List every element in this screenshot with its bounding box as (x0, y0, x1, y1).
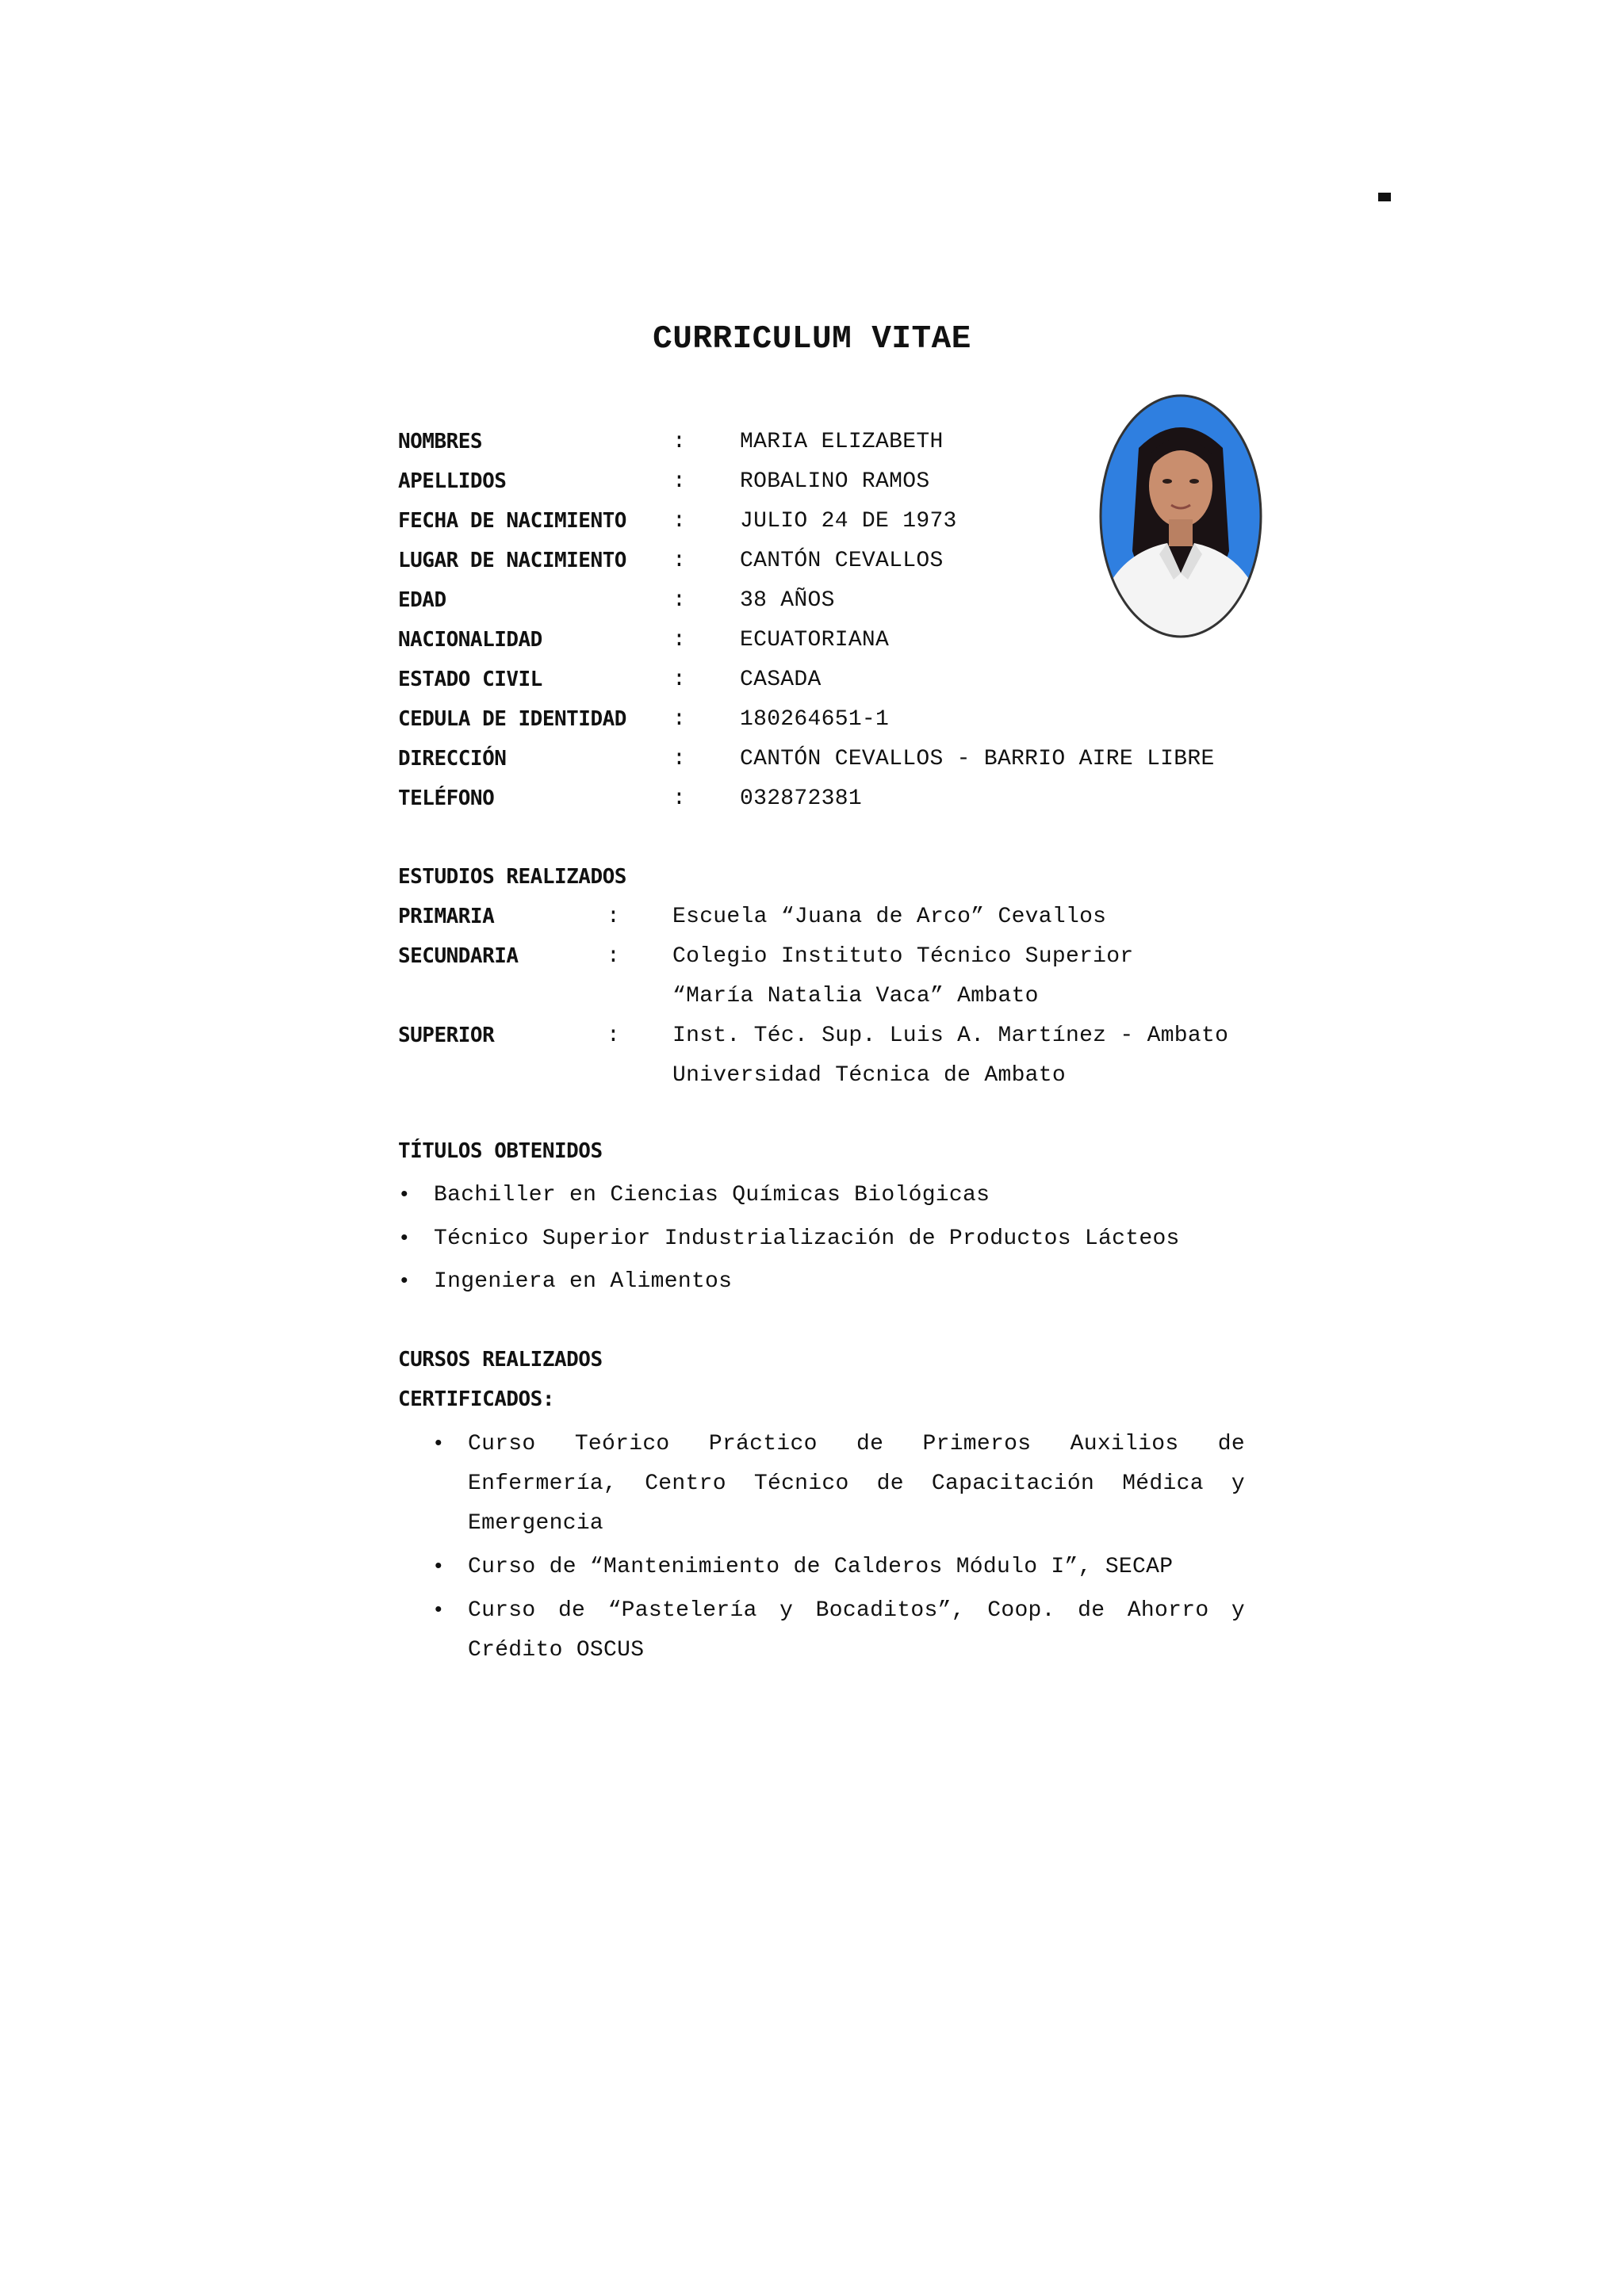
titles-heading: TÍTULOS OBTENIDOS (398, 1139, 603, 1163)
info-label: DIRECCIÓN (398, 747, 507, 771)
info-row-telefono (0, 786, 1624, 818)
info-colon: : (672, 707, 686, 732)
info-label: LUGAR DE NACIMIENTO (398, 549, 626, 572)
title-item (0, 1226, 1624, 1258)
info-value: ECUATORIANA (740, 628, 890, 652)
word: “Pastelería (607, 1598, 757, 1623)
info-value: 38 AÑOS (740, 588, 835, 613)
title-item (0, 1269, 1624, 1301)
portrait-photo (1097, 392, 1264, 640)
title-text: Técnico Superior Industrialización de Productos Lácteos (434, 1226, 1180, 1251)
study-value: “María Natalia Vaca” Ambato (672, 984, 1039, 1008)
info-value: MARIA ELIZABETH (740, 430, 944, 454)
study-colon: : (607, 944, 620, 969)
info-row-cedula (0, 707, 1624, 739)
bullet-icon: • (398, 1269, 411, 1293)
info-row-nombres (0, 430, 1624, 461)
word: Curso (468, 1598, 536, 1623)
info-colon: : (672, 668, 686, 692)
info-value: ROBALINO RAMOS (740, 469, 930, 494)
info-colon: : (672, 430, 686, 454)
study-row-primaria (0, 905, 1624, 936)
info-value: 032872381 (740, 786, 862, 811)
info-value: JULIO 24 DE 1973 (740, 509, 957, 534)
study-value: Universidad Técnica de Ambato (672, 1063, 1066, 1088)
info-colon: : (672, 549, 686, 573)
course-line: Emergencia (468, 1511, 604, 1536)
word: de (1078, 1598, 1105, 1623)
info-value: 180264651-1 (740, 707, 890, 732)
info-label: ESTADO CIVIL (398, 668, 542, 691)
info-row-fecha (0, 509, 1624, 541)
certificates-heading: CERTIFICADOS: (398, 1387, 554, 1411)
scan-mark (1378, 193, 1391, 201)
bullet-icon: • (398, 1183, 411, 1207)
word: Práctico (708, 1432, 818, 1456)
title-text: Ingeniera en Alimentos (434, 1269, 733, 1294)
info-colon: : (672, 588, 686, 613)
word: Ahorro (1127, 1598, 1209, 1623)
word: de (876, 1471, 904, 1496)
word: Médica (1122, 1471, 1204, 1496)
word: de (557, 1598, 586, 1623)
info-value: CANTÓN CEVALLOS (740, 549, 944, 573)
word: Técnico (753, 1471, 849, 1496)
info-colon: : (672, 628, 686, 652)
bullet-icon: • (432, 1598, 445, 1622)
bullet-icon: • (432, 1555, 445, 1578)
title-item (0, 1183, 1624, 1215)
info-label: TELÉFONO (398, 786, 495, 810)
course-line (468, 1471, 1245, 1496)
course-line: Curso de “Mantenimiento de Calderos Módulo I”, SECAP (468, 1555, 1174, 1579)
info-colon: : (672, 786, 686, 811)
study-label: SECUNDARIA (398, 944, 519, 968)
study-row-superior (0, 1024, 1624, 1055)
study-value: Colegio Instituto Técnico Superior (672, 944, 1134, 969)
studies-heading: ESTUDIOS REALIZADOS (398, 865, 626, 889)
course-line (468, 1432, 1245, 1456)
word: Auxilios (1070, 1432, 1179, 1456)
info-label: CEDULA DE IDENTIDAD (398, 707, 626, 731)
info-label: NACIONALIDAD (398, 628, 542, 652)
study-value: Inst. Téc. Sup. Luis A. Martínez - Ambato (672, 1024, 1229, 1048)
course-line: Crédito OSCUS (468, 1638, 645, 1663)
info-row-estado-civil (0, 668, 1624, 699)
study-label: PRIMARIA (398, 905, 495, 928)
study-colon: : (607, 1024, 620, 1048)
study-row-superior-cont (0, 1063, 1624, 1095)
info-label: NOMBRES (398, 430, 483, 453)
info-colon: : (672, 747, 686, 771)
info-row-direccion (0, 747, 1624, 779)
courses-heading: CURSOS REALIZADOS (398, 1348, 603, 1372)
info-row-nacionalidad (0, 628, 1624, 660)
word: Curso (468, 1432, 536, 1456)
word: de (856, 1432, 884, 1456)
info-row-lugar (0, 549, 1624, 580)
word: Capacitación (931, 1471, 1095, 1496)
title-text: Bachiller en Ciencias Químicas Biológicas (434, 1183, 990, 1207)
word: Bocaditos”, (815, 1598, 965, 1623)
study-colon: : (607, 905, 620, 929)
course-line (468, 1598, 1245, 1623)
document-title: CURRICULUM VITAE (653, 321, 971, 358)
word: Enfermería, (468, 1471, 618, 1496)
info-row-edad (0, 588, 1624, 620)
info-row-apellidos (0, 469, 1624, 501)
bullet-icon: • (398, 1226, 411, 1250)
word: Centro (645, 1471, 726, 1496)
word: de (1217, 1432, 1245, 1456)
word: Teórico (574, 1432, 670, 1456)
info-colon: : (672, 469, 686, 494)
word: Primeros (922, 1432, 1032, 1456)
info-value: CANTÓN CEVALLOS - BARRIO AIRE LIBRE (740, 747, 1215, 771)
info-label: FECHA DE NACIMIENTO (398, 509, 626, 533)
info-label: APELLIDOS (398, 469, 507, 493)
info-label: EDAD (398, 588, 446, 612)
study-value: Escuela “Juana de Arco” Cevallos (672, 905, 1107, 929)
bullet-icon: • (432, 1432, 445, 1456)
study-row-secundaria-cont (0, 984, 1624, 1016)
study-row-secundaria (0, 944, 1624, 976)
word: y (1231, 1598, 1245, 1623)
word: y (779, 1598, 794, 1623)
info-colon: : (672, 509, 686, 534)
info-value: CASADA (740, 668, 822, 692)
word: y (1231, 1471, 1245, 1496)
word: Coop. (987, 1598, 1055, 1623)
study-label: SUPERIOR (398, 1024, 495, 1047)
